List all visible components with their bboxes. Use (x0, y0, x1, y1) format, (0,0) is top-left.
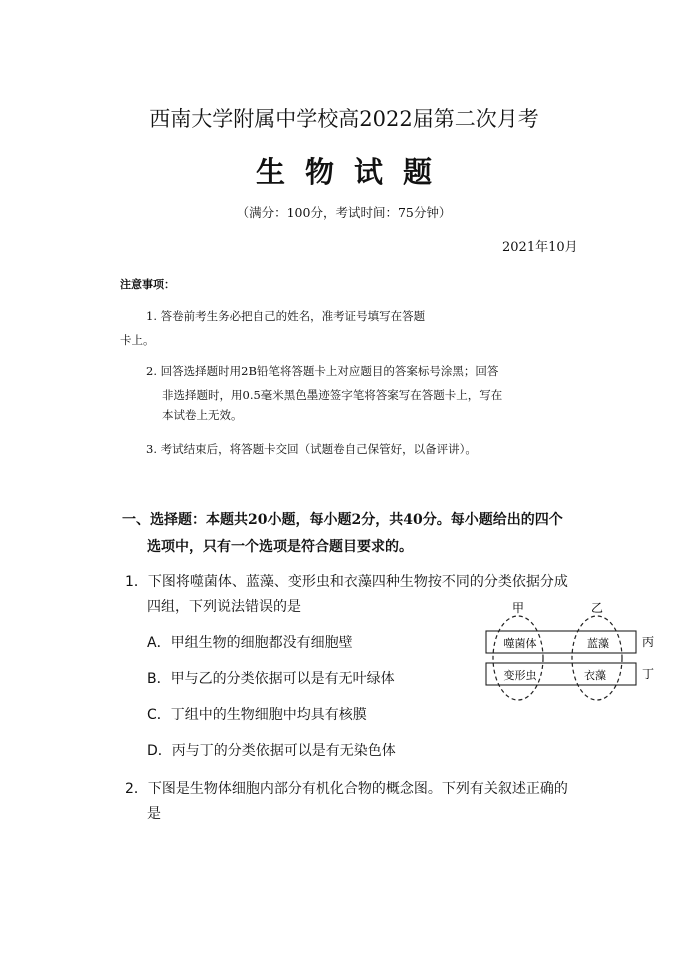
notice-item-1-cont: 卡上。 (120, 333, 155, 347)
group-jia-ellipse (493, 616, 543, 700)
notice-item-3: 3. 考试结束后，将答题卡交回（试题卷自己保管好，以备评讲）。 (146, 442, 477, 456)
q2-stem-cont: 是 (147, 806, 161, 822)
q2-stem: 2．下图是生物体细胞内部分有机化合物的概念图。下列有关叙述正确的 (125, 781, 568, 797)
section-heading-cont: 选项中，只有一个选项是符合题目要求的。 (147, 539, 413, 555)
diagram-label-yi: 乙 (590, 601, 604, 615)
exam-title: 生物试题 (255, 155, 452, 189)
school-title: 西南大学附属中学校高2022届第二次月考 (149, 107, 539, 131)
organism-chlamydomonas: 衣藻 (584, 669, 606, 682)
q1-option-d: D．丙与丁的分类依据可以是有无染色体 (147, 743, 396, 759)
notice-item-2-cont: 非选择题时，用0.5毫米黑色墨迹签字笔将答案写在答题卡上，写在 (162, 388, 503, 402)
q1-option-a: A．甲组生物的细胞都没有细胞壁 (147, 635, 353, 651)
organism-amoeba: 变形虫 (503, 669, 537, 682)
diagram-label-jia: 甲 (511, 601, 525, 615)
notice-item-2-cont-2: 本试卷上无效。 (162, 408, 243, 422)
group-yi-ellipse (572, 616, 622, 700)
exam-date: 2021年10月 (502, 240, 578, 255)
diagram-label-ding: 丁 (642, 667, 655, 681)
section-heading: 一、选择题：本题共20小题，每小题2分，共40分。每小题给出的四个 (122, 512, 563, 528)
classification-diagram (480, 600, 660, 712)
q1-option-b: B．甲与乙的分类依据可以是有无叶绿体 (147, 671, 395, 687)
organism-phage: 噬菌体 (503, 637, 537, 650)
notice-item-1: 1. 答卷前考生务必把自己的姓名，准考证号填写在答题 (146, 309, 426, 323)
q1-option-c: C．丁组中的生物细胞中均具有核膜 (147, 707, 367, 723)
q1-stem-cont: 四组，下列说法错误的是 (147, 599, 301, 615)
organism-cyanobacteria: 蓝藻 (587, 637, 609, 650)
q1-stem: 1．下图将噬菌体、蓝藻、变形虫和衣藻四种生物按不同的分类依据分成 (125, 574, 568, 590)
notice-item-2: 2. 回答选择题时用2B铅笔将答题卡上对应题目的答案标号涂黑；回答 (146, 364, 499, 378)
diagram-label-bing: 丙 (642, 635, 655, 649)
notice-title: 注意事项： (120, 278, 175, 291)
exam-info: （满分：100分，考试时间：75分钟） (236, 205, 452, 220)
